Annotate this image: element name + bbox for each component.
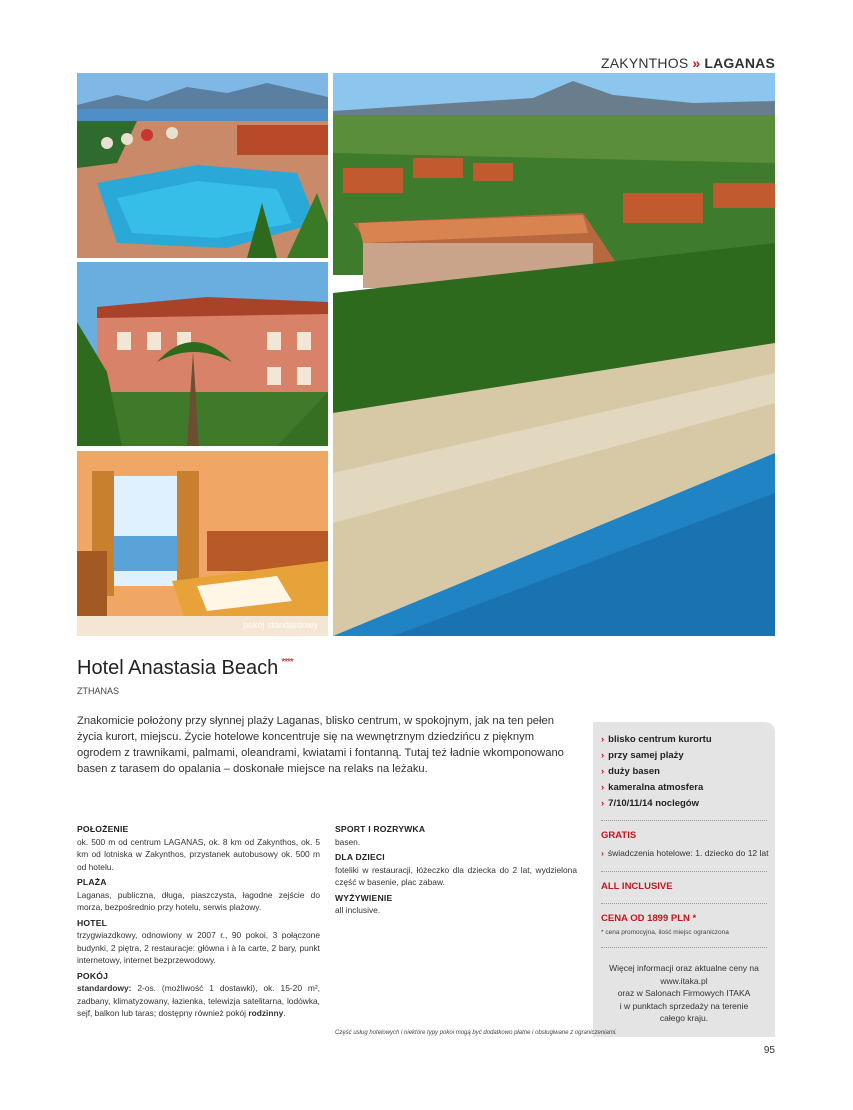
hotel-section-title: HOTEL [77,917,108,928]
room-photo-caption: pokój standardowy [242,620,318,630]
feature-item: › przy samej plaży [601,750,684,761]
chevron-right-icon: › [601,734,605,745]
sport-title: SPORT I ROZRYWKA [335,824,426,834]
offer-sidebar [593,722,775,1037]
chevron-right-icon: › [601,848,604,858]
pool-photo [77,73,328,258]
gratis-text: › świadczenia hotelowe: 1. dziecko do 12 lat [601,848,769,858]
hotel-name: Hotel Anastasia Beach [77,657,279,679]
food-text: all inclusive. [335,905,381,915]
hotel-section-text: trzygwiazdkowy, odnowiony w 2007 r., 90 pokoi, 3 połączone budynki, 2 piętra, 2 restauracje: główna i à la carte, 2 bary, punkt internetowy, internet bezprzewodowy. [77,930,320,965]
details-column-left [77,823,320,1023]
breadcrumb-separator: » [692,55,701,71]
beach-text: Laganas, publiczna, długa, piaszczysta, łagodne zejście do morza, bezpośrednio przy hotelu, serwis plażowy. [77,889,320,912]
location-text: ok. 500 m od centrum LAGANAS, ok. 8 km od Zakynthos, ok. 5 km od lotniska w Zakynthos, przystanek autobusowy ok. 500 m od hotelu. [77,836,320,872]
feature-item: › duży basen [601,766,660,777]
room-title: POKÓJ [77,970,109,981]
sidebar-divider [601,820,767,821]
feature-item: › 7/10/11/14 noclegów [601,798,699,809]
hotel-code: ZTHANAS [77,686,120,696]
region-header [601,55,775,71]
food-title: WYŻYWIENIE [335,892,393,903]
info-line: całego kraju. [659,1013,709,1023]
info-line: oraz w Salonach Firmowych ITAKA [617,988,751,998]
all-inclusive-label: ALL INCLUSIVE [601,881,673,892]
hotel-stars: **** [281,657,293,668]
info-line: Więcej informacji oraz aktualne ceny na [609,963,759,973]
beach-title: PLAŻA [77,877,107,887]
feature-item: › kameralna atmosfera [601,782,704,793]
gratis-title: GRATIS [601,830,637,841]
price-note: * cena promocyjna, ilość miejsc ograniczona [601,929,729,936]
hotel-title [77,657,293,680]
room-photo [77,451,328,636]
chevron-right-icon: › [601,766,605,777]
kids-text: foteliki w restauracji, łóżeczko dla dziecka do 2 lat, wydzielona część w basenie, plac zabaw. [335,864,577,887]
chevron-right-icon: › [601,798,605,809]
more-info [601,962,767,1025]
website-link[interactable]: www.itaka.pl [660,975,708,986]
aerial-beach-photo [333,73,775,636]
feature-item: › blisko centrum kurortu [601,734,712,745]
sidebar-divider [601,903,767,904]
chevron-right-icon: › [601,782,605,793]
region-name: ZAKYNTHOS [601,55,689,71]
info-line: i w punktach sprzedaży na terenie [619,1000,749,1011]
location-title: POŁOŻENIE [77,824,129,834]
kids-title: DLA DZIECI [335,852,385,862]
page-number: 95 [763,1045,775,1056]
sport-text: basen. [335,836,361,847]
sidebar-divider [601,947,767,948]
room-text: standardowy: 2-os. (możliwość 1 dostawki), ok. 15-20 m², zadbany, klimatyzowany, łazienka, telewizja satelitarna, lodówka, sejf, balkon lub taras; dostępny również pokój rodzinny. [77,983,320,1018]
hotel-intro: Znakomicie położony przy słynnej plaży Laganas, blisko centrum, w spokojnym, jak na ten pełen życia kurort, miejscu. Życie hotelowe koncentruje się na wewnętrznym dziedzińcu z pięknym ogrodem z trawnikami, palmami, oleandrami, kwiatami i fontanną. Tutaj też ładnie wkomponowano basen z tarasem do opalania – doskonałe miejsce na relaks na leżaku. [77,715,564,775]
details-column-right [335,823,577,920]
disclaimer: Część usług hotelowych i niektóre typy pokoi mogą być dodatkowo płatne i obsługiwane z ograniczeniami. [335,1030,617,1036]
feature-list [593,722,775,812]
place-name: LAGANAS [704,55,775,71]
price-label: CENA OD 1899 PLN * [601,913,697,924]
sidebar-divider [601,871,767,872]
chevron-right-icon: › [601,750,605,761]
hotel-building-photo [77,262,328,446]
